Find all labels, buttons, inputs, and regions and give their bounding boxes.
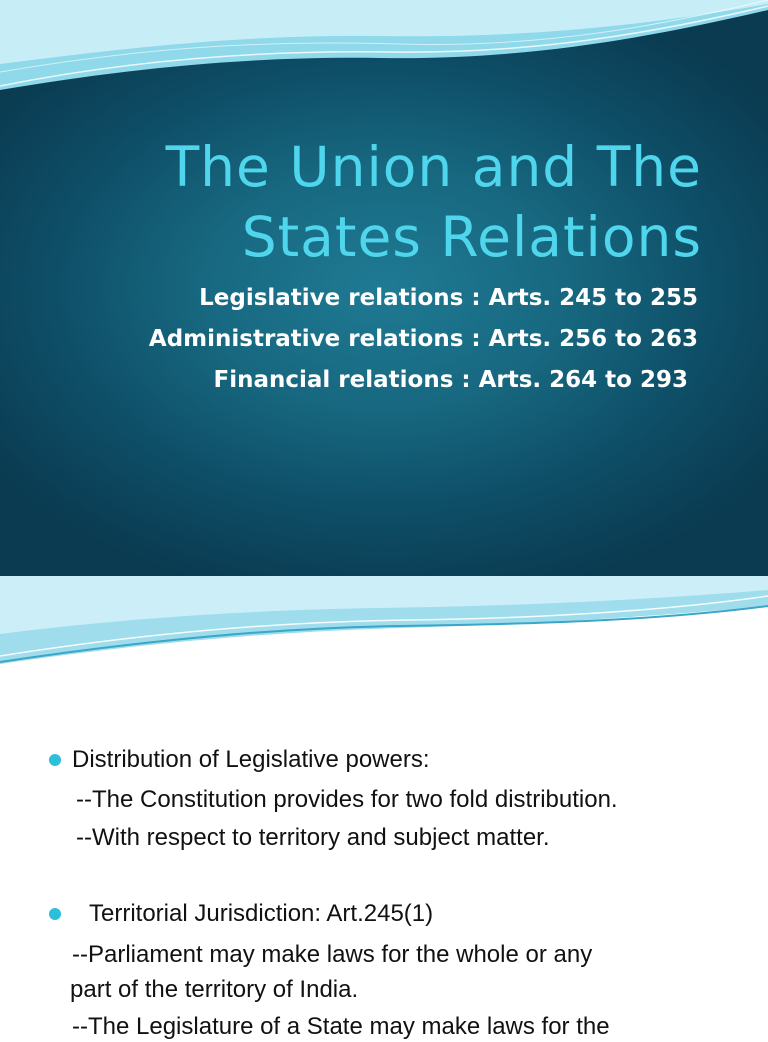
slide-subtitle — [0, 278, 698, 401]
divider-wave-decoration — [0, 576, 768, 686]
subtitle-line-financial: Financial relations : Arts. 264 to 293 — [213, 367, 688, 393]
title-line-1: The Union and The — [165, 135, 702, 199]
bullet1-sub-2: --With respect to territory and subject matter. — [76, 824, 550, 851]
title-line-2: States Relations — [241, 205, 702, 269]
bullet2-heading: Territorial Jurisdiction: Art.245(1) — [89, 900, 434, 927]
bullet1-heading: Distribution of Legislative powers: — [72, 746, 430, 773]
slide-title — [2, 132, 702, 272]
bullet2-sub-1: --Parliament may make laws for the whole or any — [72, 941, 593, 968]
bullet-dot-1 — [49, 754, 61, 766]
top-wave-decoration — [0, 0, 768, 110]
subtitle-line-administrative: Administrative relations : Arts. 256 to 263 — [148, 326, 698, 352]
bullet-dot-2 — [49, 908, 61, 920]
subtitle-line-legislative: Legislative relations : Arts. 245 to 255 — [199, 285, 698, 311]
bullet2-sub-3: --The Legislature of a State may make laws for the — [72, 1013, 610, 1040]
bullet2-sub-2: part of the territory of India. — [70, 976, 359, 1003]
content-slide — [0, 686, 768, 1040]
bullet1-sub-1: --The Constitution provides for two fold distribution. — [76, 786, 618, 813]
